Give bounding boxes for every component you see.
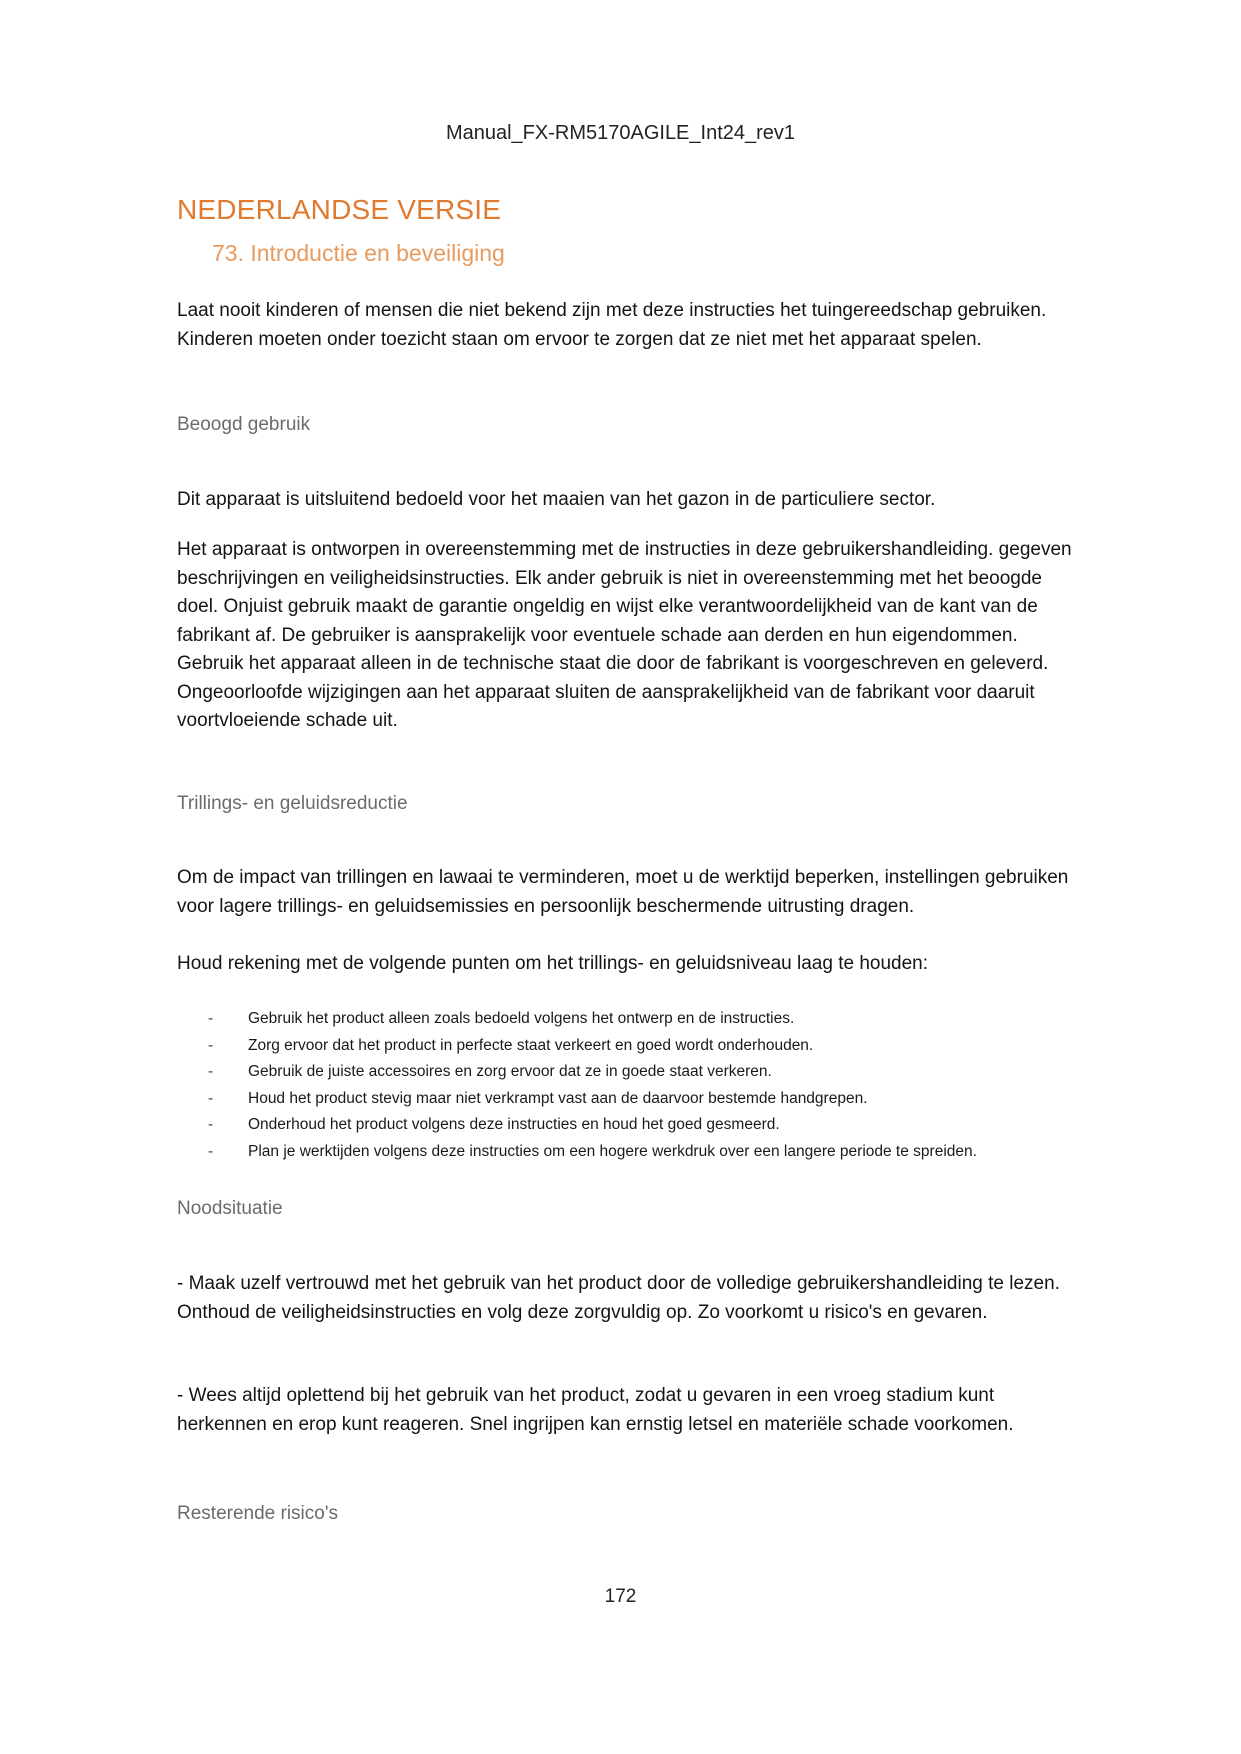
intro-paragraph: Laat nooit kinderen of mensen die niet bekend zijn met deze instructies het tuingereedschap gebruiken. Kinderen moeten onder toezicht staan om ervoor te zorgen dat ze niet met het apparaat spelen.	[177, 300, 1047, 350]
bullet-marker: -	[208, 1010, 214, 1027]
list-item-text: Houd het product stevig maar niet verkrampt vast aan de daarvoor bestemde handgrepen.	[248, 1089, 868, 1107]
list-item-text: Gebruik de juiste accessoires en zorg ervoor dat ze in goede staat verkeren.	[248, 1063, 772, 1080]
page-number: 172	[604, 1586, 637, 1607]
emergency-paragraph-2: - Wees altijd oplettend bij het gebruik van het product, zodat u gevaren in een vroeg stadium kunt herkennen en erop kunt reageren. Snel ingrijpen kan ernstig letsel en materiële schade voorkomen.	[177, 1385, 1014, 1435]
bullet-marker: -	[208, 1089, 214, 1107]
bullet-marker: -	[208, 1116, 214, 1133]
list-item	[208, 1086, 1088, 1113]
running-header: Manual_FX-RM5170AGILE_Int24_rev1	[445, 122, 796, 144]
list-item-text: Onderhoud het product volgens deze instructies en houd het goed gesmeerd.	[248, 1116, 780, 1133]
residual-risks-heading: Resterende risico's	[177, 1503, 338, 1524]
list-item	[208, 1006, 1088, 1033]
bullet-marker: -	[208, 1036, 214, 1054]
list-item-text: Zorg ervoor dat het product in perfecte staat verkeert en goed wordt onderhouden.	[248, 1036, 814, 1054]
intended-use-heading: Beoogd gebruik	[177, 414, 311, 435]
vibration-paragraph-2: Houd rekening met de volgende punten om het trillings- en geluidsniveau laag te houden:	[177, 953, 929, 974]
bullet-marker: -	[208, 1063, 214, 1080]
list-item	[208, 1033, 1088, 1060]
bullet-marker: -	[208, 1142, 214, 1160]
list-item	[208, 1112, 1088, 1139]
emergency-paragraph-1: - Maak uzelf vertrouwd met het gebruik van het product door de volledige gebruikershandleiding te lezen. Onthoud de veiligheidsinstructies en volg deze zorgvuldig op. Zo voorkomt u risico's en gevaren.	[177, 1273, 1060, 1323]
list-item	[208, 1059, 1088, 1086]
intended-use-paragraph-1: Dit apparaat is uitsluitend bedoeld voor het maaien van het gazon in de particuliere sector.	[177, 489, 936, 510]
list-item	[208, 1139, 1088, 1166]
vibration-heading: Trillings- en geluidsreductie	[177, 793, 408, 814]
section-heading: 73. Introductie en beveiliging	[212, 240, 505, 266]
language-heading: NEDERLANDSE VERSIE	[177, 194, 502, 225]
list-item-text: Gebruik het product alleen zoals bedoeld volgens het ontwerp en de instructies.	[248, 1010, 795, 1027]
intended-use-paragraph-2: Het apparaat is ontworpen in overeenstemming met de instructies in deze gebruikershandleiding. gegeven beschrijvingen en veiligheidsinstructies. Elk ander gebruik is niet in overeenstemming met het beoogde doel. Onjuist gebruik maakt de garantie ongeldig en wijst elke verantwoordelijkheid van de kant van de fabrikant af. De gebruiker is aansprakelijk voor eventuele schade aan derden en hun eigendommen. Gebruik het apparaat alleen in de technische staat die door de fabrikant is voorgeschreven en geleverd. Ongeoorloofde wijzigingen aan het apparaat sluiten de aansprakelijkheid van de fabrikant voor daaruit voortvloeiende schade uit.	[177, 539, 1072, 731]
list-item-text: Plan je werktijden volgens deze instructies om een hogere werkdruk over een langere periode te spreiden.	[248, 1142, 977, 1160]
vibration-paragraph-1: Om de impact van trillingen en lawaai te verminderen, moet u de werktijd beperken, instellingen gebruiken voor lagere trillings- en geluidsemissies en persoonlijk beschermende uitrusting dragen.	[177, 867, 1069, 917]
vibration-bullet-list	[208, 1006, 1088, 1165]
emergency-heading: Noodsituatie	[177, 1198, 283, 1219]
